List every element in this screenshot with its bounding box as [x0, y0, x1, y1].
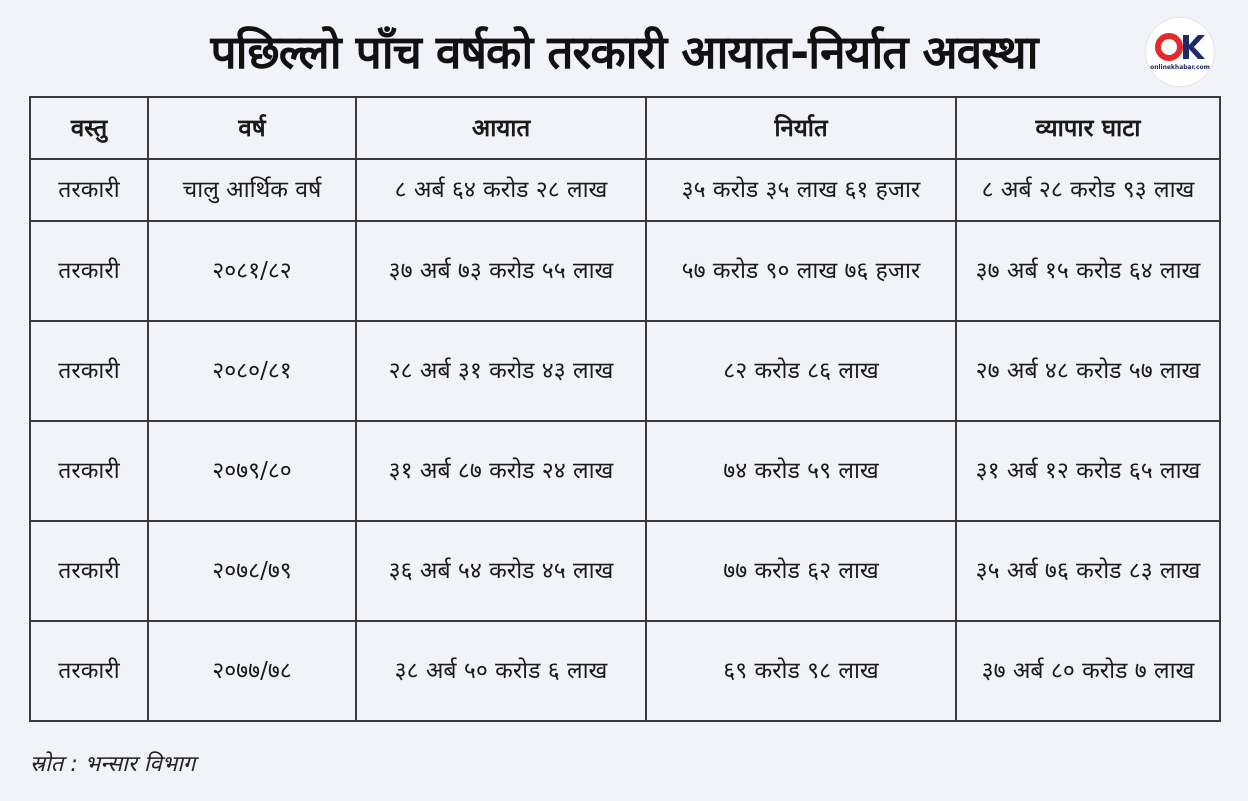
cell-year: २०७७/७८ — [148, 621, 356, 721]
table-header-row — [30, 97, 1220, 159]
cell-item: तरकारी — [30, 621, 148, 721]
header-import: आयात — [356, 97, 646, 159]
cell-import: ३१ अर्ब ८७ करोड २४ लाख — [356, 421, 646, 521]
cell-import: ३६ अर्ब ५४ करोड ४५ लाख — [356, 521, 646, 621]
cell-export: ७४ करोड ५९ लाख — [646, 421, 956, 521]
cell-export: ६९ करोड ९८ लाख — [646, 621, 956, 721]
table-row — [30, 421, 1220, 521]
cell-year: २०८१/८२ — [148, 221, 356, 321]
cell-item: तरकारी — [30, 321, 148, 421]
cell-deficit: ३१ अर्ब १२ करोड ६५ लाख — [956, 421, 1220, 521]
cell-deficit: २७ अर्ब ४८ करोड ५७ लाख — [956, 321, 1220, 421]
cell-export: ५७ करोड ९० लाख ७६ हजार — [646, 221, 956, 321]
logo-text: onlinekhabar.com — [1150, 64, 1210, 71]
cell-deficit: ८ अर्ब २८ करोड ९३ लाख — [956, 159, 1220, 221]
cell-import: ३८ अर्ब ५० करोड ६ लाख — [356, 621, 646, 721]
trade-table — [29, 96, 1221, 722]
cell-year: २०८०/८१ — [148, 321, 356, 421]
cell-import: २८ अर्ब ३१ करोड ४३ लाख — [356, 321, 646, 421]
cell-year: चालु आर्थिक वर्ष — [148, 159, 356, 221]
source-note: स्रोत : भन्सार विभाग — [30, 752, 196, 777]
table-row — [30, 159, 1220, 221]
table-row — [30, 621, 1220, 721]
onlinekhabar-logo — [1146, 18, 1214, 86]
cell-year: २०७९/८० — [148, 421, 356, 521]
table-row — [30, 321, 1220, 421]
cell-export: ७७ करोड ६२ लाख — [646, 521, 956, 621]
cell-item: तरकारी — [30, 221, 148, 321]
cell-deficit: ३७ अर्ब १५ करोड ६४ लाख — [956, 221, 1220, 321]
cell-export: ३५ करोड ३५ लाख ६१ हजार — [646, 159, 956, 221]
header-item: वस्तु — [30, 97, 148, 159]
table-row — [30, 521, 1220, 621]
header-year: वर्ष — [148, 97, 356, 159]
cell-deficit: ३५ अर्ब ७६ करोड ८३ लाख — [956, 521, 1220, 621]
cell-export: ८२ करोड ८६ लाख — [646, 321, 956, 421]
header-export: निर्यात — [646, 97, 956, 159]
cell-import: ३७ अर्ब ७३ करोड ५५ लाख — [356, 221, 646, 321]
cell-item: तरकारी — [30, 159, 148, 221]
cell-item: तरकारी — [30, 521, 148, 621]
page-title: पछिल्लो पाँच वर्षको तरकारी आयात-निर्यात अवस्था — [210, 25, 1038, 79]
cell-item: तरकारी — [30, 421, 148, 521]
cell-import: ८ अर्ब ६४ करोड २८ लाख — [356, 159, 646, 221]
ok-logo-icon — [1155, 32, 1205, 62]
cell-year: २०७८/७९ — [148, 521, 356, 621]
table-row — [30, 221, 1220, 321]
header-trade-deficit: व्यापार घाटा — [956, 97, 1220, 159]
cell-deficit: ३७ अर्ब ८० करोड ७ लाख — [956, 621, 1220, 721]
